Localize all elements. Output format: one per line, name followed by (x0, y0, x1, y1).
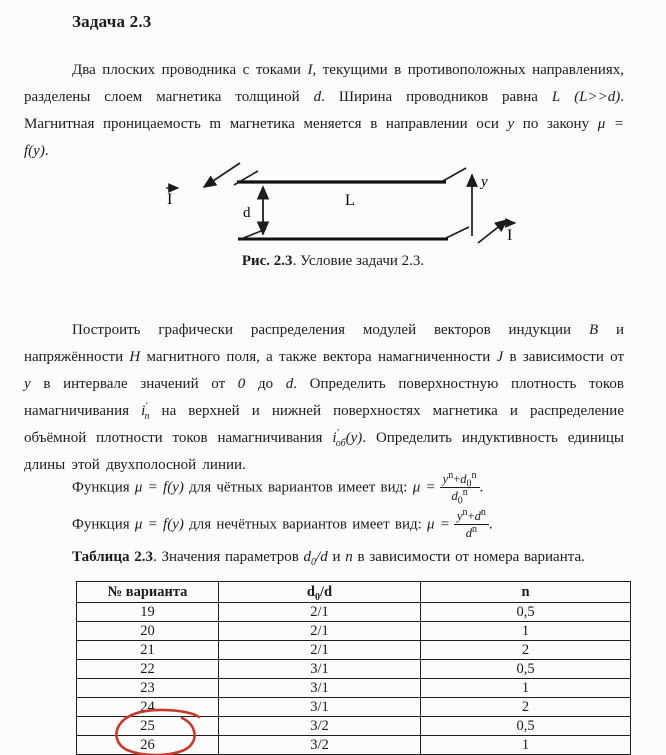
header-d0-d: $d_0/d$ (219, 582, 421, 603)
cell-d0d: 3/2 (219, 736, 421, 755)
text: по закону (514, 116, 598, 132)
table-row (77, 603, 631, 622)
table-row (77, 717, 631, 736)
var-H: H (129, 349, 141, 365)
cell-d0d: 3/1 (219, 660, 421, 679)
formula-mu-fy: μ = f(y) (24, 116, 624, 159)
cell-n: 1 (421, 622, 631, 641)
text: Два плоских проводника с токами (72, 62, 308, 78)
symbol-base: i (141, 403, 146, 419)
table-row (77, 622, 631, 641)
text: / (316, 549, 321, 565)
label-current-left: I (167, 191, 173, 208)
table-caption-number: Таблица 2.3 (72, 549, 153, 565)
var-d: d (313, 89, 322, 105)
label-gap-d: d (243, 205, 251, 221)
text (560, 89, 574, 105)
fraction-numerator: $y^n+d_0^n$ (440, 472, 480, 488)
text: . Определить индуктивность единицы длины этой двухполосной линии. (24, 430, 624, 473)
var-L: L (551, 89, 561, 105)
cell-variant: 25 (77, 717, 219, 736)
cell-d0d: 3/2 (219, 717, 421, 736)
current-arrow-left (204, 163, 240, 187)
cell-n: 0,5 (421, 717, 631, 736)
var-L-gg-d: (L>>d) (574, 89, 621, 105)
cell-n: 0,5 (421, 603, 631, 622)
var-n: n (345, 549, 353, 565)
cell-variant-circled: 26 (77, 736, 219, 755)
text: для нечётных вариантов имеет вид: (183, 516, 428, 533)
var-I: I (307, 62, 313, 78)
variants-table (76, 581, 631, 755)
table-row-circled (77, 736, 631, 755)
figure-caption-number: Рис. 2.3 (241, 253, 293, 269)
text: в интервале значений от (30, 376, 238, 392)
fraction-numerator: $y^n+d^n$ (454, 509, 489, 525)
table-row (77, 679, 631, 698)
cell-n: 2 (421, 698, 631, 717)
text: . (44, 143, 49, 159)
cell-variant: 20 (77, 622, 219, 641)
header-variant-number: № варианта (77, 582, 219, 603)
symbol-base: i (332, 430, 337, 446)
text: и напряжённости (24, 322, 624, 365)
task-paragraph (24, 317, 624, 479)
text: в зависимости от (503, 349, 624, 365)
cell-d0d: 2/1 (219, 622, 421, 641)
text: . Магнитная проницаемость m магнетика меняется в направлении оси (24, 89, 625, 132)
symbol-i-volume (332, 428, 363, 449)
table-header-row (77, 582, 631, 603)
text: . (488, 516, 493, 533)
var-y: y (24, 376, 31, 392)
table-row (77, 641, 631, 660)
var-d0: $d_0$ (303, 549, 317, 568)
symbol-prime: ′ (336, 428, 339, 439)
cell-variant: 19 (77, 603, 219, 622)
fraction-denominator: $d^n$ (465, 524, 477, 541)
text: Функция (72, 479, 135, 496)
mu-equals: μ = (427, 516, 450, 533)
text: до (245, 376, 286, 392)
cell-n: 0,5 (421, 660, 631, 679)
text: для чётных вариантов имеет вид: (183, 479, 413, 496)
page-title: Задача 2.3 (72, 12, 152, 31)
symbol-prime: ′ (145, 401, 148, 412)
var-B: B (588, 322, 599, 338)
mu-function: μ = f(y) (134, 479, 184, 496)
cell-d0d: 3/1 (219, 698, 421, 717)
figure-caption-text: . Условие задачи 2.3. (292, 253, 425, 269)
current-arrow-right (478, 220, 507, 243)
text: . Значения параметров (152, 549, 304, 565)
fraction (454, 506, 489, 541)
cell-d0d: 3/1 (219, 679, 421, 698)
text: . (479, 479, 484, 496)
label-length-L: L (345, 192, 355, 209)
cell-d0d: 2/1 (219, 603, 421, 622)
fraction-denominator: $d_0^n$ (451, 487, 468, 507)
problem-statement (24, 57, 624, 165)
var-J: J (496, 349, 504, 365)
slash-top-right (443, 168, 466, 181)
text: , текущими в противоположных направлениях, разделены слоем магнетика толщиной (24, 62, 624, 105)
var-d: d (285, 376, 294, 392)
table-row (77, 698, 631, 717)
formula-even-variants (24, 469, 644, 507)
cell-d0d: 2/1 (219, 641, 421, 660)
cell-variant: 24 (77, 698, 219, 717)
cell-n: 1 (421, 736, 631, 755)
var-y: y (507, 116, 515, 132)
text: и (327, 549, 346, 565)
symbol-args: (y) (345, 430, 363, 446)
fraction (440, 469, 480, 507)
table-row (77, 660, 631, 679)
cell-variant: 21 (77, 641, 219, 660)
figure-diagram (140, 150, 540, 253)
formula-odd-variants (24, 506, 644, 541)
var-d: d (320, 549, 328, 565)
symbol-subscript: п (144, 411, 150, 422)
text: в зависимости от номера варианта. (352, 549, 585, 565)
text: Построить графически распределения модулей векторов индукции (72, 322, 589, 338)
text: магнитного поля, а также вектора намагниченности (140, 349, 497, 365)
mu-equals: μ = (412, 479, 436, 496)
mu-function: μ = f(y) (134, 516, 184, 533)
cell-n: 2 (421, 641, 631, 660)
symbol-subscript: об (335, 438, 346, 449)
header-n: n (421, 582, 631, 603)
cell-variant: 22 (77, 660, 219, 679)
var-0: 0 (237, 376, 246, 392)
text: на верхней и нижней поверхностях магнетика и распределение объёмной плотности токов намагничивания (24, 403, 624, 446)
slash-bottom-right (446, 227, 469, 238)
label-current-right: I (507, 227, 513, 244)
label-axis-y: y (481, 174, 488, 190)
figure-caption (0, 253, 666, 270)
text: . Ширина проводников равна (321, 89, 552, 105)
cell-variant: 23 (77, 679, 219, 698)
table-caption (72, 549, 585, 566)
text: Функция (72, 516, 135, 533)
cell-n: 1 (421, 679, 631, 698)
text: . Определить поверхностную плотность токов намагничивания (24, 376, 624, 419)
